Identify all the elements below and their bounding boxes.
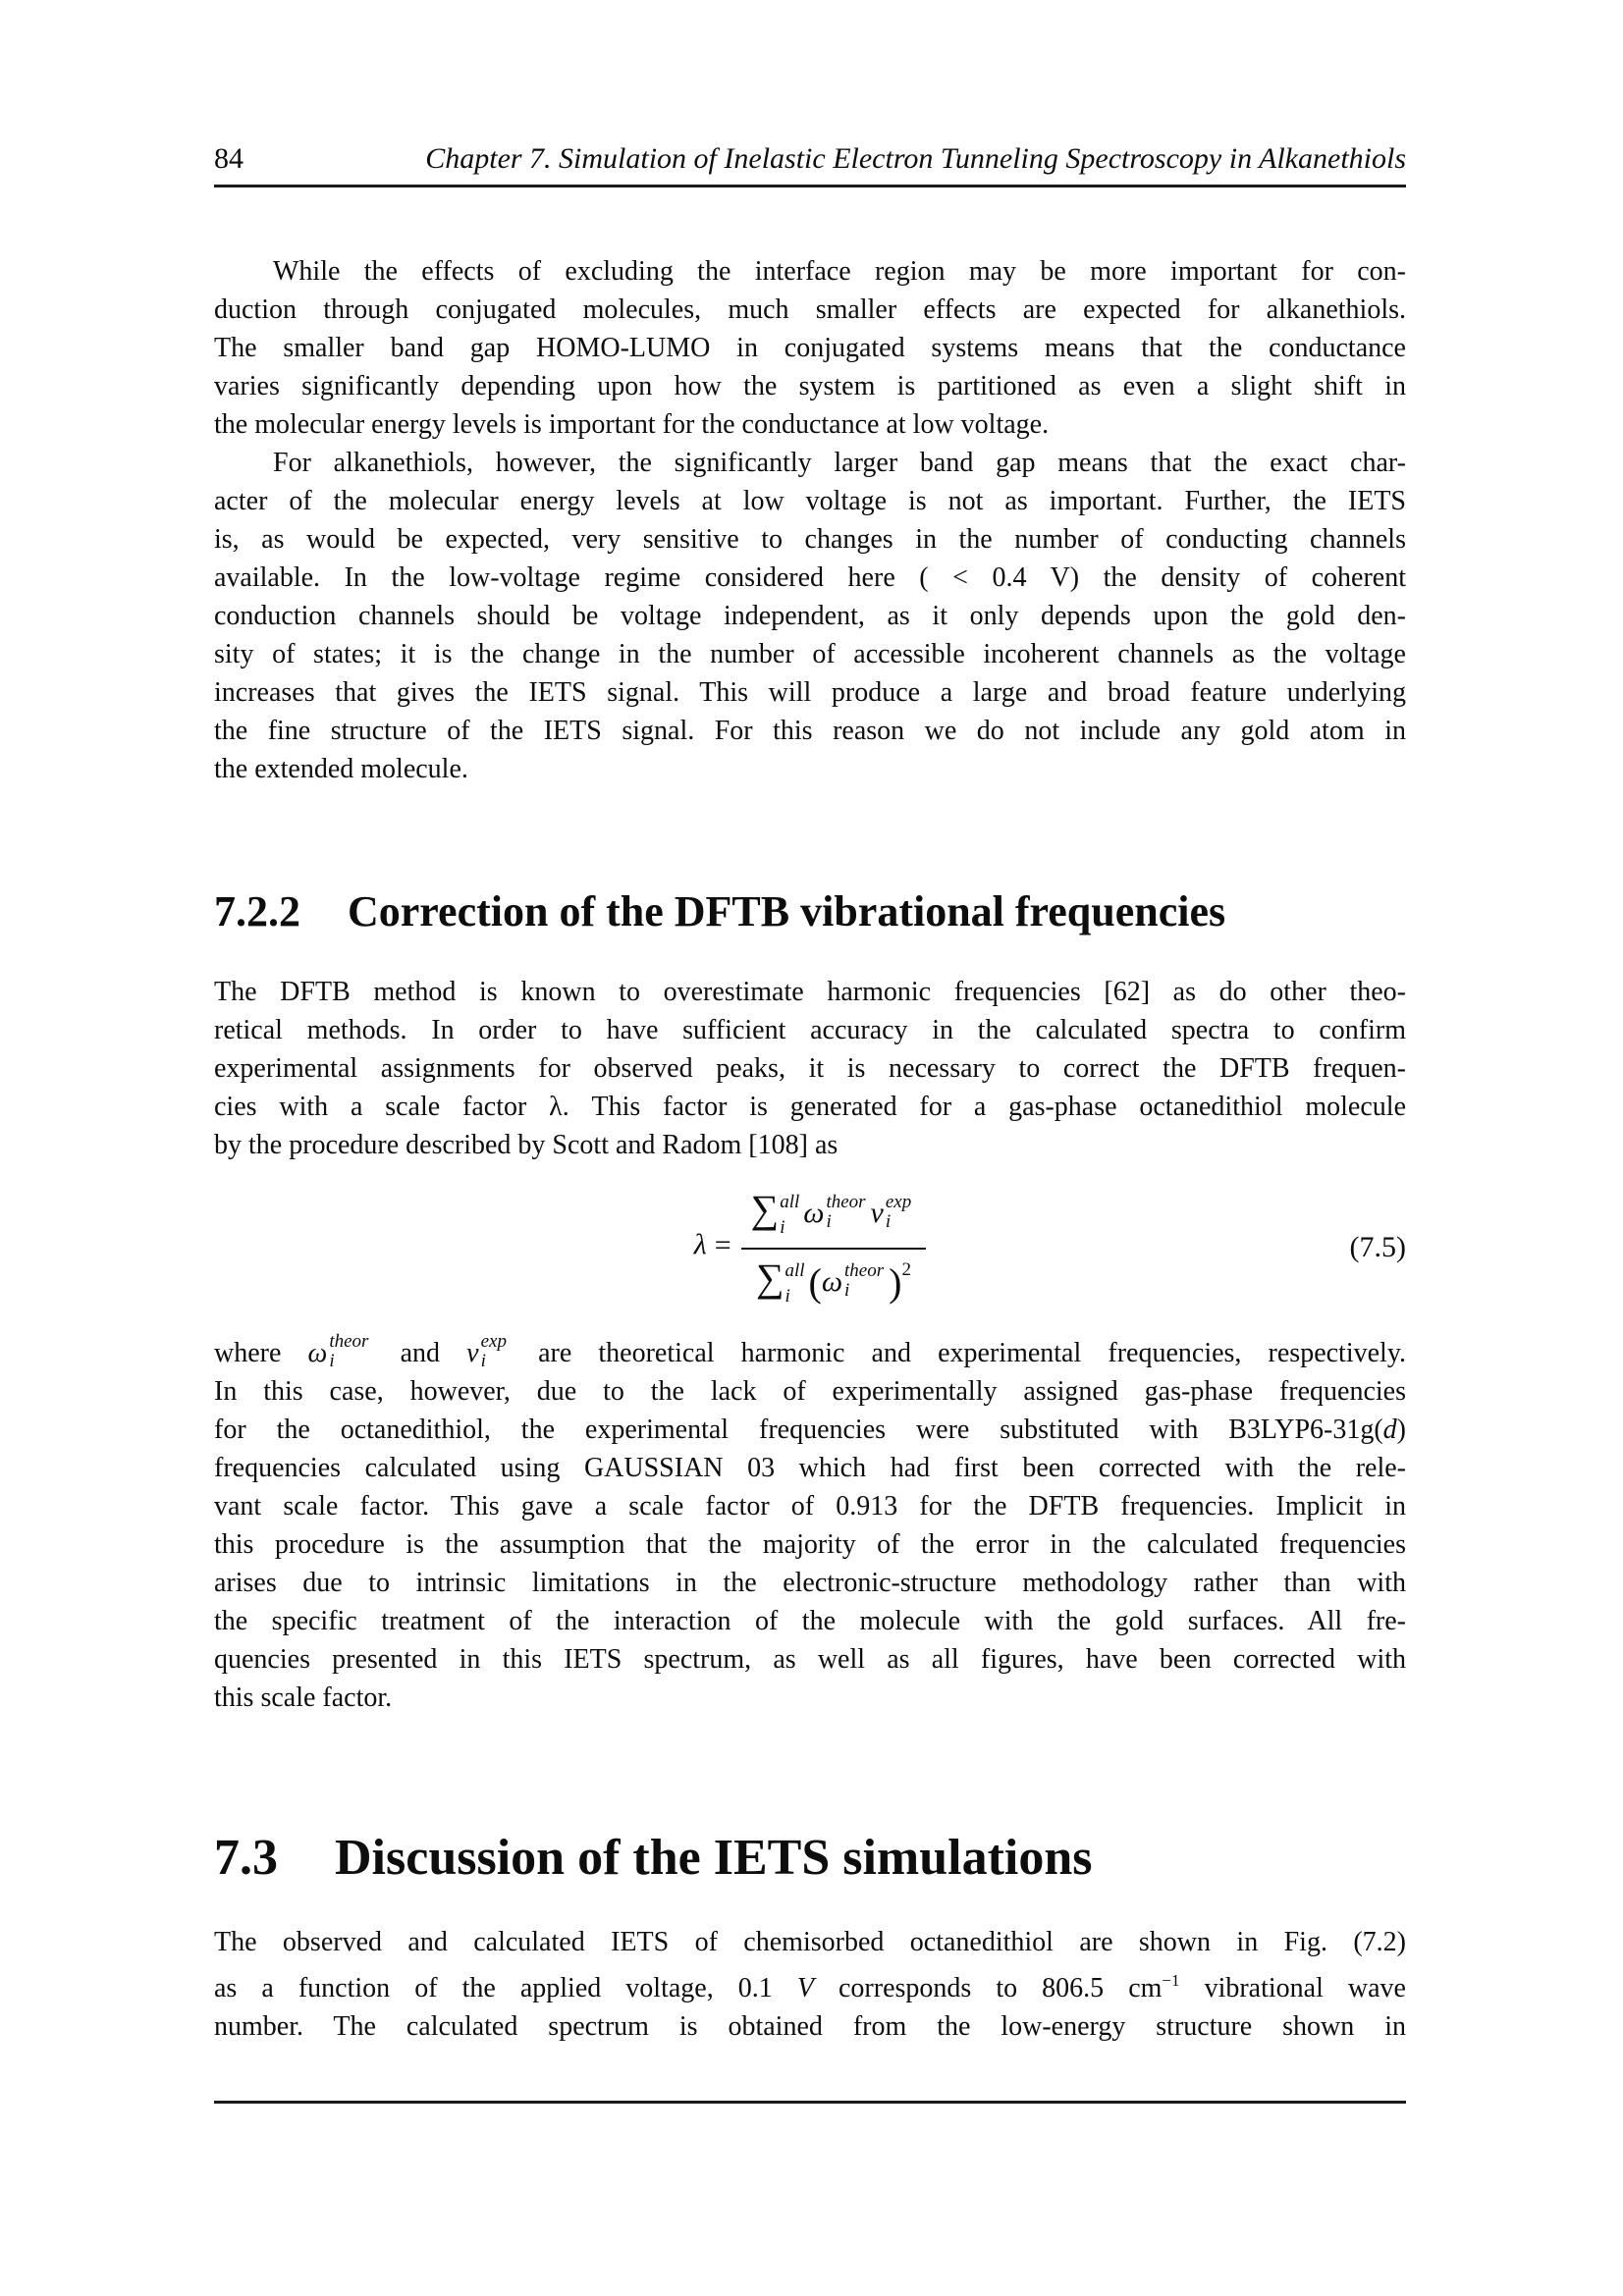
text-line xyxy=(214,1961,1406,2007)
text-line: by the procedure described by Scott and Radom [108] as xyxy=(214,1130,839,1160)
text-segment: are theoretical harmonic and experimental frequencies, respectively. xyxy=(511,1338,1407,1369)
text-line: the specific treatment of the interaction of the molecule with the gold surfaces. All fre- xyxy=(214,1606,1406,1637)
nu-superscript: exp xyxy=(885,1192,912,1213)
sum-superscript: all xyxy=(784,1260,805,1281)
page-number: 84 xyxy=(214,142,243,175)
omega-scripts xyxy=(329,1332,368,1371)
sum-subscript: i xyxy=(780,1217,785,1238)
paragraph-1 xyxy=(214,252,1406,444)
superscript-minus-1: −1 xyxy=(1162,1971,1180,1991)
exponent: 2 xyxy=(901,1258,911,1280)
paragraph-3 xyxy=(214,973,1406,1164)
text-segment: and xyxy=(373,1338,467,1369)
equation-7-5 xyxy=(214,1186,1406,1308)
section-title: Discussion of the IETS simulations xyxy=(335,1830,1093,1887)
italic-v: V xyxy=(796,1973,814,2004)
omega-subscript: i xyxy=(826,1211,832,1232)
text-line: the fine structure of the IETS signal. For this reason we do not include any gold atom in xyxy=(214,716,1406,746)
text-segment: as a function of the applied voltage, 0.1 xyxy=(214,1973,797,2004)
text-column xyxy=(214,142,1406,2104)
omega-scripts xyxy=(844,1261,884,1301)
text-line: this scale factor. xyxy=(214,1682,393,1714)
text-line: vant scale factor. This gave a scale factor of 0.913 for the DFTB frequencies. Implicit in xyxy=(214,1491,1406,1522)
lambda-symbol: λ xyxy=(693,1228,707,1261)
fraction-denominator xyxy=(741,1250,927,1309)
text-segment: for the octanedithiol, the experimental frequencies were substituted with B3LYP6-31g( xyxy=(214,1415,1383,1446)
omega-subscript: i xyxy=(844,1279,850,1301)
section-number: 7.2.2 xyxy=(214,887,300,935)
text-line: The observed and calculated IETS of chemisorbed octanedithiol are shown in Fig. (7.2) xyxy=(214,1927,1406,1958)
section-title: Correction of the DFTB vibrational frequencies xyxy=(348,887,1226,935)
fraction xyxy=(741,1186,927,1308)
text-line xyxy=(214,1332,1406,1372)
close-paren: ) xyxy=(889,1259,902,1305)
text-line: the extended molecule. xyxy=(214,754,468,784)
text-line: available. In the low-voltage regime considered here ( < 0.4 V) the density of coherent xyxy=(214,562,1406,593)
equals-sign: = xyxy=(714,1228,731,1261)
text-line: While the effects of excluding the interface region may be more important for con- xyxy=(273,256,1406,287)
sum-scripts xyxy=(784,1258,804,1308)
omega-symbol: ω xyxy=(307,1338,328,1369)
paragraph-5 xyxy=(214,1923,1406,2046)
text-segment: corresponds to 806.5 cm xyxy=(813,1973,1163,2004)
nu-symbol: ν xyxy=(466,1338,479,1369)
text-line: The DFTB method is known to overestimate harmonic frequencies [62] as do other theo- xyxy=(214,977,1406,1007)
section-number: 7.3 xyxy=(214,1830,278,1887)
text-line: frequencies calculated using GAUSSIAN 03 which had first been corrected with the rele- xyxy=(214,1453,1406,1484)
sum-scripts xyxy=(780,1190,799,1240)
omega-symbol: ω xyxy=(821,1264,843,1298)
nu-scripts xyxy=(886,1193,911,1232)
omega-superscript: theor xyxy=(844,1259,885,1281)
text-line: number. The calculated spectrum is obtained from the low-energy structure shown in xyxy=(214,2011,1406,2043)
nu-scripts xyxy=(481,1332,507,1371)
text-line: the molecular energy levels is important for the conductance at low voltage. xyxy=(214,409,1050,440)
fraction-numerator xyxy=(741,1186,927,1250)
text-segment: ) xyxy=(1396,1415,1406,1446)
text-line xyxy=(214,1411,1406,1449)
text-line: acter of the molecular energy levels at low voltage is not as important. Further, the IETS xyxy=(214,486,1406,516)
nu-subscript: i xyxy=(480,1351,486,1372)
text-line: increases that gives the IETS signal. This will produce a large and broad feature underlying xyxy=(214,677,1406,708)
equation-number: (7.5) xyxy=(1349,1230,1406,1263)
footer-rule xyxy=(214,2101,1406,2104)
text-line: quencies presented in this IETS spectrum, as well as all figures, have been corrected with xyxy=(214,1644,1406,1676)
omega-superscript: theor xyxy=(329,1331,369,1353)
text-segment: where xyxy=(214,1338,308,1369)
text-line: duction through conjugated molecules, much smaller effects are expected for alkanethiols. xyxy=(214,294,1406,325)
sum-symbol: ∑ xyxy=(755,1255,784,1300)
text-line: varies significantly depending upon how the system is partitioned as even a slight shift in xyxy=(214,371,1406,401)
page-header xyxy=(214,142,1406,187)
text-line: sity of states; it is the change in the number of accessible incoherent channels as the voltage xyxy=(214,639,1406,669)
text-line: is, as would be expected, very sensitive to changes in the number of conducting channels xyxy=(214,524,1406,555)
chapter-running-title: Chapter 7. Simulation of Inelastic Electron Tunneling Spectroscopy in Alkanethiols xyxy=(425,142,1406,175)
text-segment: vibrational wave xyxy=(1179,1973,1406,2004)
open-paren: ( xyxy=(808,1259,822,1305)
text-line: In this case, however, due to the lack of experimentally assigned gas-phase frequencies xyxy=(214,1376,1406,1408)
omega-subscript: i xyxy=(329,1351,335,1372)
text-line: experimental assignments for observed peaks, it is necessary to correct the DFTB frequen- xyxy=(214,1053,1406,1084)
omega-symbol: ω xyxy=(803,1197,825,1229)
paragraph-2 xyxy=(214,444,1406,788)
sum-superscript: all xyxy=(780,1192,800,1213)
omega-superscript: theor xyxy=(826,1192,866,1213)
section-heading-7-3 xyxy=(214,1830,1406,1887)
text-line: cies with a scale factor λ. This factor is generated for a gas-phase octanedithiol molecule xyxy=(214,1092,1406,1122)
nu-symbol: ν xyxy=(870,1197,884,1229)
text-line: this procedure is the assumption that the majority of the error in the calculated frequencies xyxy=(214,1529,1406,1561)
paragraph-4 xyxy=(214,1332,1406,1717)
text-line: arises due to intrinsic limitations in the electronic-structure methodology rather than with xyxy=(214,1568,1406,1599)
italic-d: d xyxy=(1382,1415,1397,1446)
section-heading-7-2-2 xyxy=(214,887,1406,935)
sum-subscript: i xyxy=(784,1285,790,1307)
text-line: The smaller band gap HOMO-LUMO in conjugated systems means that the conductance xyxy=(214,333,1406,363)
text-line: For alkanethiols, however, the significantly larger band gap means that the exact char- xyxy=(273,448,1406,478)
text-line: conduction channels should be voltage independent, as it only depends upon the gold den- xyxy=(214,601,1406,631)
nu-subscript: i xyxy=(885,1211,892,1232)
sum-symbol: ∑ xyxy=(750,1187,780,1231)
equation-body xyxy=(694,1186,927,1308)
nu-superscript: exp xyxy=(480,1331,507,1353)
omega-scripts xyxy=(826,1193,865,1232)
text-line: retical methods. In order to have sufficient accuracy in the calculated spectra to confirm xyxy=(214,1015,1406,1045)
